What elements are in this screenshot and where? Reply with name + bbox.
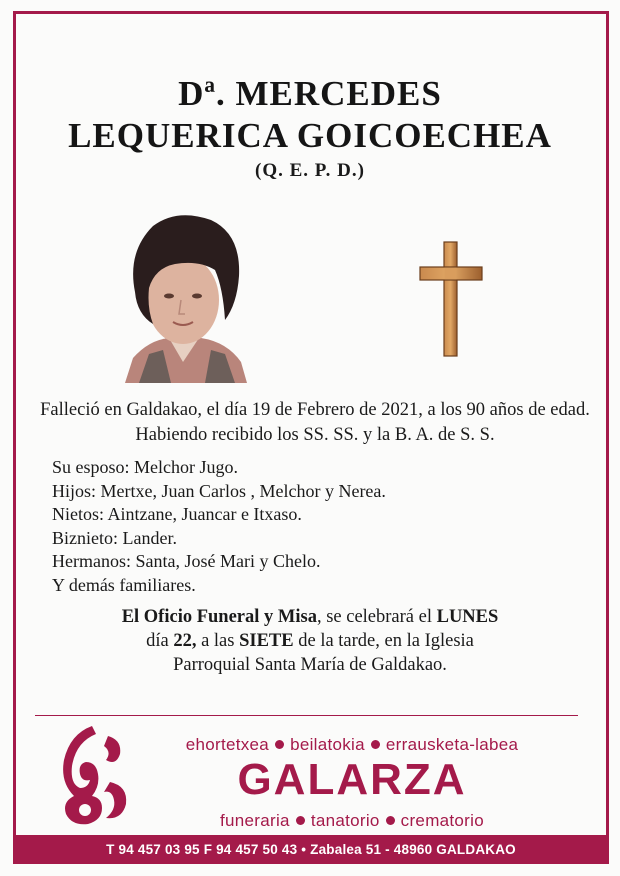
service-funeral-home-eu: ehortetxea	[185, 735, 270, 754]
deceased-portrait	[119, 212, 247, 383]
funeral-text-c: a las	[196, 631, 240, 651]
galarza-logo-icon	[52, 722, 132, 830]
funeral-text-a: , se celebrará el	[316, 607, 437, 627]
funeral-time: SIETE	[239, 631, 294, 651]
family-children: Hijos: Mertxe, Juan Carlos , Melchor y Nerea.	[52, 480, 386, 501]
funeral-service-label: El Oficio Funeral y Misa	[121, 607, 317, 627]
company-name: GALARZA	[237, 755, 467, 804]
service-crematorium-es: crematorio	[400, 811, 484, 830]
bullet-icon	[296, 816, 305, 825]
bullet-icon	[371, 740, 380, 749]
divider-line	[35, 715, 578, 716]
service-wake-es: tanatorio	[310, 811, 380, 830]
family-list	[52, 456, 386, 597]
funeral-location: Parroquial Santa María de Galdakao.	[173, 655, 447, 675]
funeral-details	[0, 605, 620, 677]
cross-icon	[418, 240, 484, 358]
bullet-icon	[386, 816, 395, 825]
funeral-text-b: día	[146, 631, 174, 651]
bullet-icon	[275, 740, 284, 749]
funeral-day-number: 22,	[173, 631, 197, 651]
services-spanish	[132, 811, 572, 831]
family-others: Y demás familiares.	[52, 574, 196, 595]
service-crematorium-eu: errausketa-labea	[385, 735, 519, 754]
funeral-text-d: de la tarde, en la Iglesia	[293, 631, 474, 651]
deceased-name-line1: Dª. MERCEDES	[178, 74, 442, 113]
family-grandchildren: Nietos: Aintzane, Juancar e Itxaso.	[52, 504, 302, 524]
death-notice: Falleció en Galdakao, el día 19 de Febrero de 2021, a los 90 años de edad. Habiendo recibido los SS. SS. y la B. A. de S. S.	[40, 400, 590, 445]
services-basque	[132, 735, 572, 755]
funeral-day-name: LUNES	[436, 607, 499, 627]
deceased-name-line2: LEQUERICA GOICOECHEA	[68, 116, 552, 155]
rip-abbreviation: (Q. E. P. D.)	[255, 160, 365, 181]
contact-footer: T 94 457 03 95 F 94 457 50 43 • Zabalea 51 - 48960 GALDAKAO	[16, 835, 606, 864]
family-spouse: Su esposo: Melchor Jugo.	[52, 457, 238, 477]
service-funeral-home-es: funeraria	[220, 811, 290, 830]
service-wake-eu: beilatokia	[290, 735, 365, 754]
family-great-grandchild: Biznieto: Lander.	[52, 527, 177, 548]
family-siblings: Hermanos: Santa, José Mari y Chelo.	[52, 551, 321, 571]
